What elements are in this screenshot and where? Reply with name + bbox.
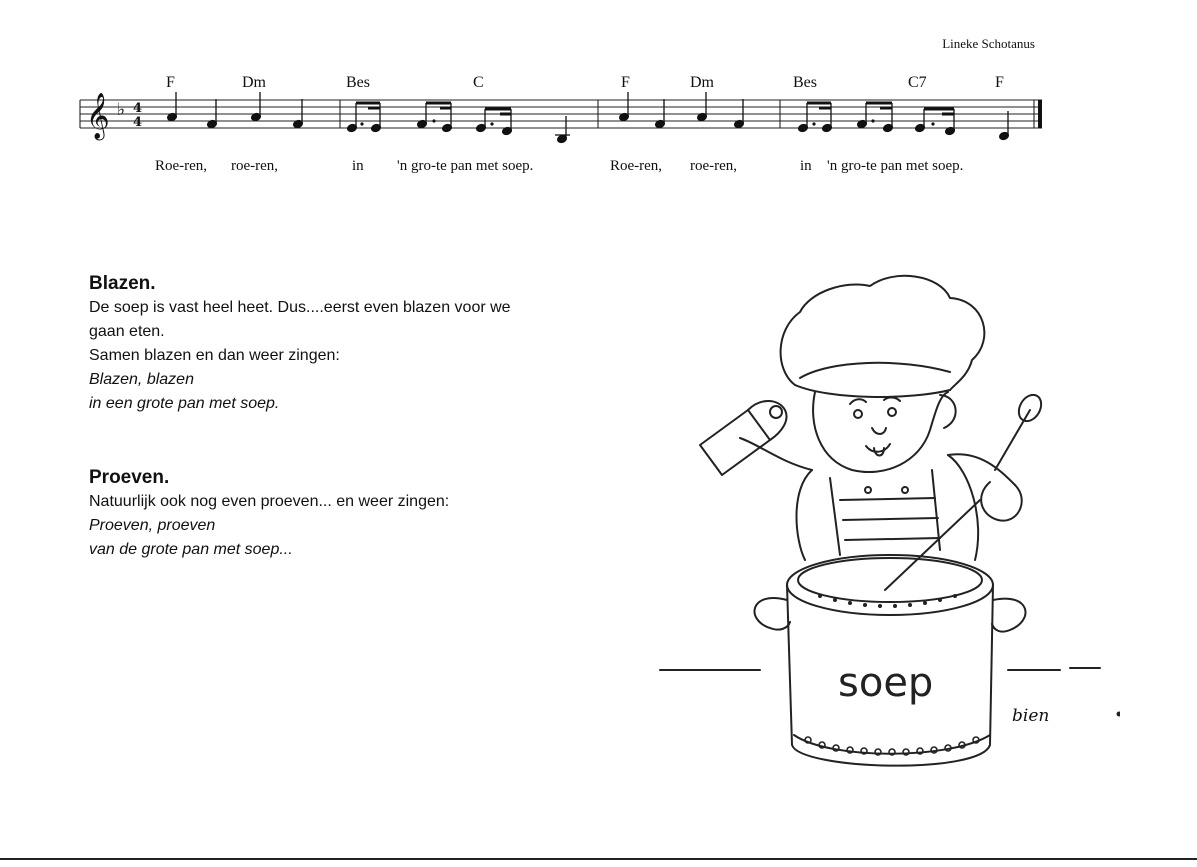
svg-text:4: 4 [133, 101, 143, 116]
lyric-syllables: in [352, 158, 364, 174]
instruction-text: Samen blazen en dan weer zingen: [89, 347, 340, 364]
chord-symbol: F [621, 74, 630, 91]
instruction-text: De soep is vast heel heet. Dus....eerst even blazen voor we [89, 299, 511, 316]
chef-stirring-soup-illustration [650, 270, 1120, 790]
lyric-syllables: Roe-ren, [610, 158, 663, 174]
song-verse: Blazen, blazen [89, 371, 194, 388]
chord-symbol: Bes [346, 74, 370, 91]
song-verse: Proeven, proeven [89, 517, 216, 534]
song-verse: van de grote pan met soep... [89, 541, 293, 558]
music-staff [0, 0, 1060, 150]
blazen-section [89, 272, 511, 416]
treble-clef-icon: 𝄞 [86, 93, 110, 139]
lyric-syllables: 'n gro-te pan met soep. [397, 158, 534, 174]
lyric-syllables: roe-ren, [690, 158, 738, 174]
chord-symbol: Dm [242, 74, 266, 91]
flat-icon: ♭ [117, 100, 126, 120]
section-title: Blazen. [89, 273, 156, 294]
page-bottom-rule [0, 858, 1197, 860]
lyric-syllables: in [800, 158, 812, 174]
chord-symbol: Dm [690, 74, 714, 91]
chord-symbol: F [995, 74, 1004, 91]
lyric-syllables: roe-ren, [231, 158, 279, 174]
lyric-syllables: Roe-ren, [155, 158, 208, 174]
lyric-syllables: 'n gro-te pan met soep. [827, 158, 964, 174]
chord-symbol: Bes [793, 74, 817, 91]
chord-symbol: C [473, 74, 484, 91]
chord-symbol: C7 [908, 74, 927, 91]
song-verse: in een grote pan met soep. [89, 395, 280, 412]
illustrator-signature: bien [1012, 706, 1050, 726]
section-title: Proeven. [89, 467, 170, 488]
svg-text:4: 4 [133, 115, 143, 130]
instruction-text: gaan eten. [89, 323, 165, 340]
instruction-text: Natuurlijk ook nog even proeven... en weer zingen: [89, 493, 450, 510]
composer-name: Lineke Schotanus [942, 36, 1035, 51]
pot-label: soep [838, 660, 934, 706]
proeven-section [89, 466, 449, 562]
chord-symbol: F [166, 74, 175, 91]
